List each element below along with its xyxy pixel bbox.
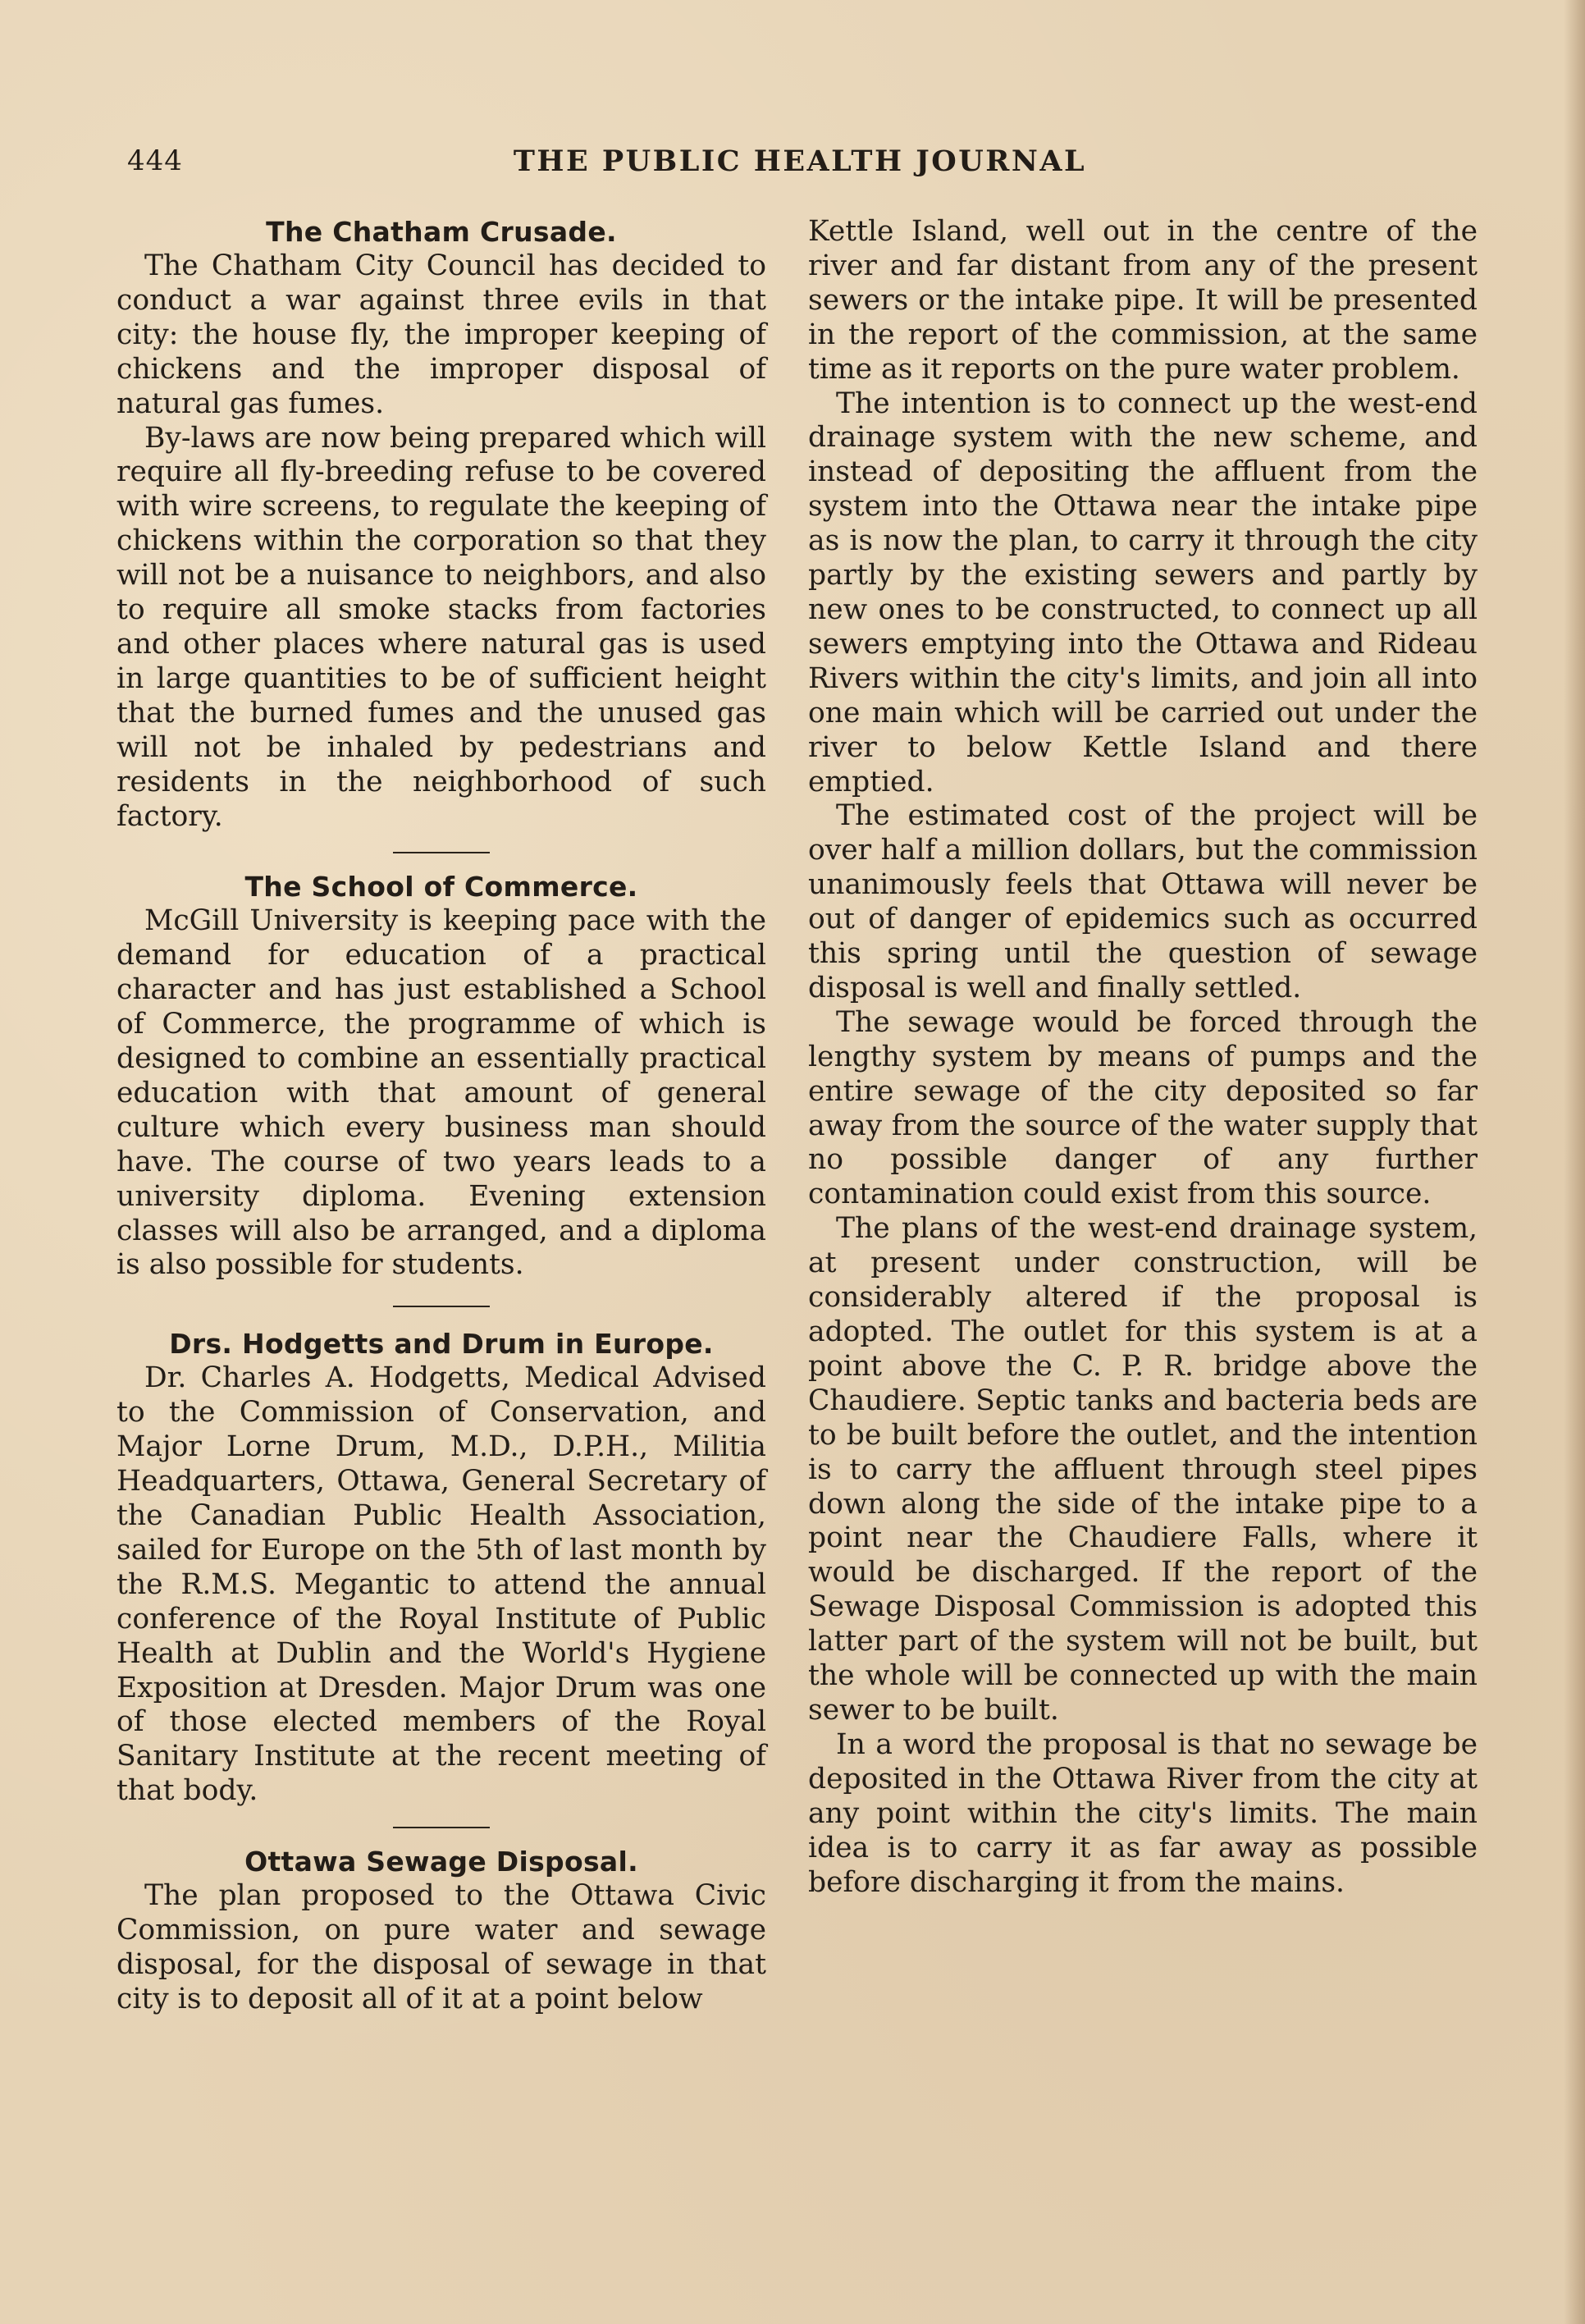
article-paragraph: By-laws are now being prepared which will require all fly-breeding refuse to be covered with wire screens, to regulate the keeping of chickens within the corporation so that they will not be a nuisance to neighbors, and also to require all smoke stacks from factories and other places where natural gas is used in large quantities to be of sufficient height that the burned fumes and the unused gas will not be inhaled by pedestrians and residents in the neighborhood of such factory. [116,421,766,833]
article-paragraph: The plans of the west-end drainage system, at present under construction, will be considerably altered if the proposal is adopted. The outlet for this system is at a point above the C. P. R. bridge above the Chaudiere. Septic tanks and bacteria beds are to be built before the outlet, and the intention is to carry the affluent through steel pipes down along the side of the intake pipe to a point near the Chaudiere Falls, where it would be discharged. If the report of the Sewage Disposal Commission is adopted this latter part of the system will not be built, but the whole will be connected up with the main sewer to be built. [808,1212,1478,1727]
page-header [127,144,1473,185]
article-hodgetts-drum [116,1327,766,1809]
article-chatham-crusade [116,215,766,834]
article-paragraph: The estimated cost of the project will be over half a million dollars, but the commission unanimously feels that Ottawa will never be out of danger of epidemics such as occurred this spring until the question of sewage disposal is well and finally settled. [808,799,1478,1004]
article-paragraph: The Chatham City Council has decided to conduct a war against three evils in that city: the house fly, the improper keeping of chickens and the improper disposal of natural gas fumes. [116,249,766,420]
left-column [116,215,766,2017]
article-paragraph: McGill University is keeping pace with the demand for education of a practical character and has just established a School of Commerce, the programme of which is designed to combine an essentially practical education with that amount of general culture which every business man should have. The course of two years leads to a university diploma. Evening extension classes will also be arranged, and a diploma is also possible for students. [116,904,766,1282]
article-title: The Chatham Crusade. [266,216,617,248]
article-paragraph: The intention is to connect up the west-end drainage system with the new scheme, and instead of depositing the affluent from the system into the Ottawa near the intake pipe as is now the plan, to carry it through the city partly by the existing sewers and partly by new ones to be constructed, to connect up all sewers emptying into the Ottawa and Rideau Rivers within the city's limits, and join all into one main which will be carried out under the river to below Kettle Island and there emptied. [808,387,1478,798]
article-title: Ottawa Sewage Disposal. [244,1846,638,1878]
article-paragraph: Dr. Charles A. Hodgetts, Medical Advised to the Commission of Conservation, and Major Lorne Drum, M.D., D.P.H., Militia Headquarters, Ottawa, General Secretary of the Canadian Public Health Association, sailed for Europe on the 5th of last month by the R.M.S. Megantic to attend the annual conference of the Royal Institute of Public Health at Dublin and the World's Hygiene Exposition at Dresden. Major Drum was one of those elected members of the Royal Sanitary Institute at the recent meeting of that body. [116,1361,766,1808]
section-divider [393,1306,490,1307]
article-ottawa-sewage [116,1845,766,2017]
article-paragraph: In a word the proposal is that no sewage be deposited in the Ottawa River from the city at any point within the city's limits. The main idea is to carry it as far away as possible before discharging it from the mains. [808,1727,1478,1899]
article-title: The School of Commerce. [244,871,638,904]
running-head: THE PUBLIC HEALTH JOURNAL [513,144,1087,178]
section-divider [393,1827,490,1828]
article-school-of-commerce [116,870,766,1283]
article-paragraph: The sewage would be forced through the lengthy system by means of pumps and the entire sewage of the city deposited so far away from the source of the water supply that no possible danger of any further contamination could exist from this source. [808,1005,1478,1211]
section-divider [393,852,490,853]
page-number: 444 [127,144,183,177]
page-edge-shadow [1564,0,1585,2324]
article-title: Drs. Hodgetts and Drum in Europe. [169,1328,714,1361]
right-column [808,215,1478,1900]
article-paragraph: The plan proposed to the Ottawa Civic Commission, on pure water and sewage disposal, for the disposal of sewage in that city is to deposit all of it at a point below [116,1879,766,2015]
article-continuation: Kettle Island, well out in the centre of the river and far distant from any of the present sewers or the intake pipe. It will be presented in the report of the commission, at the same time as it reports on the pure water problem. [808,215,1478,386]
